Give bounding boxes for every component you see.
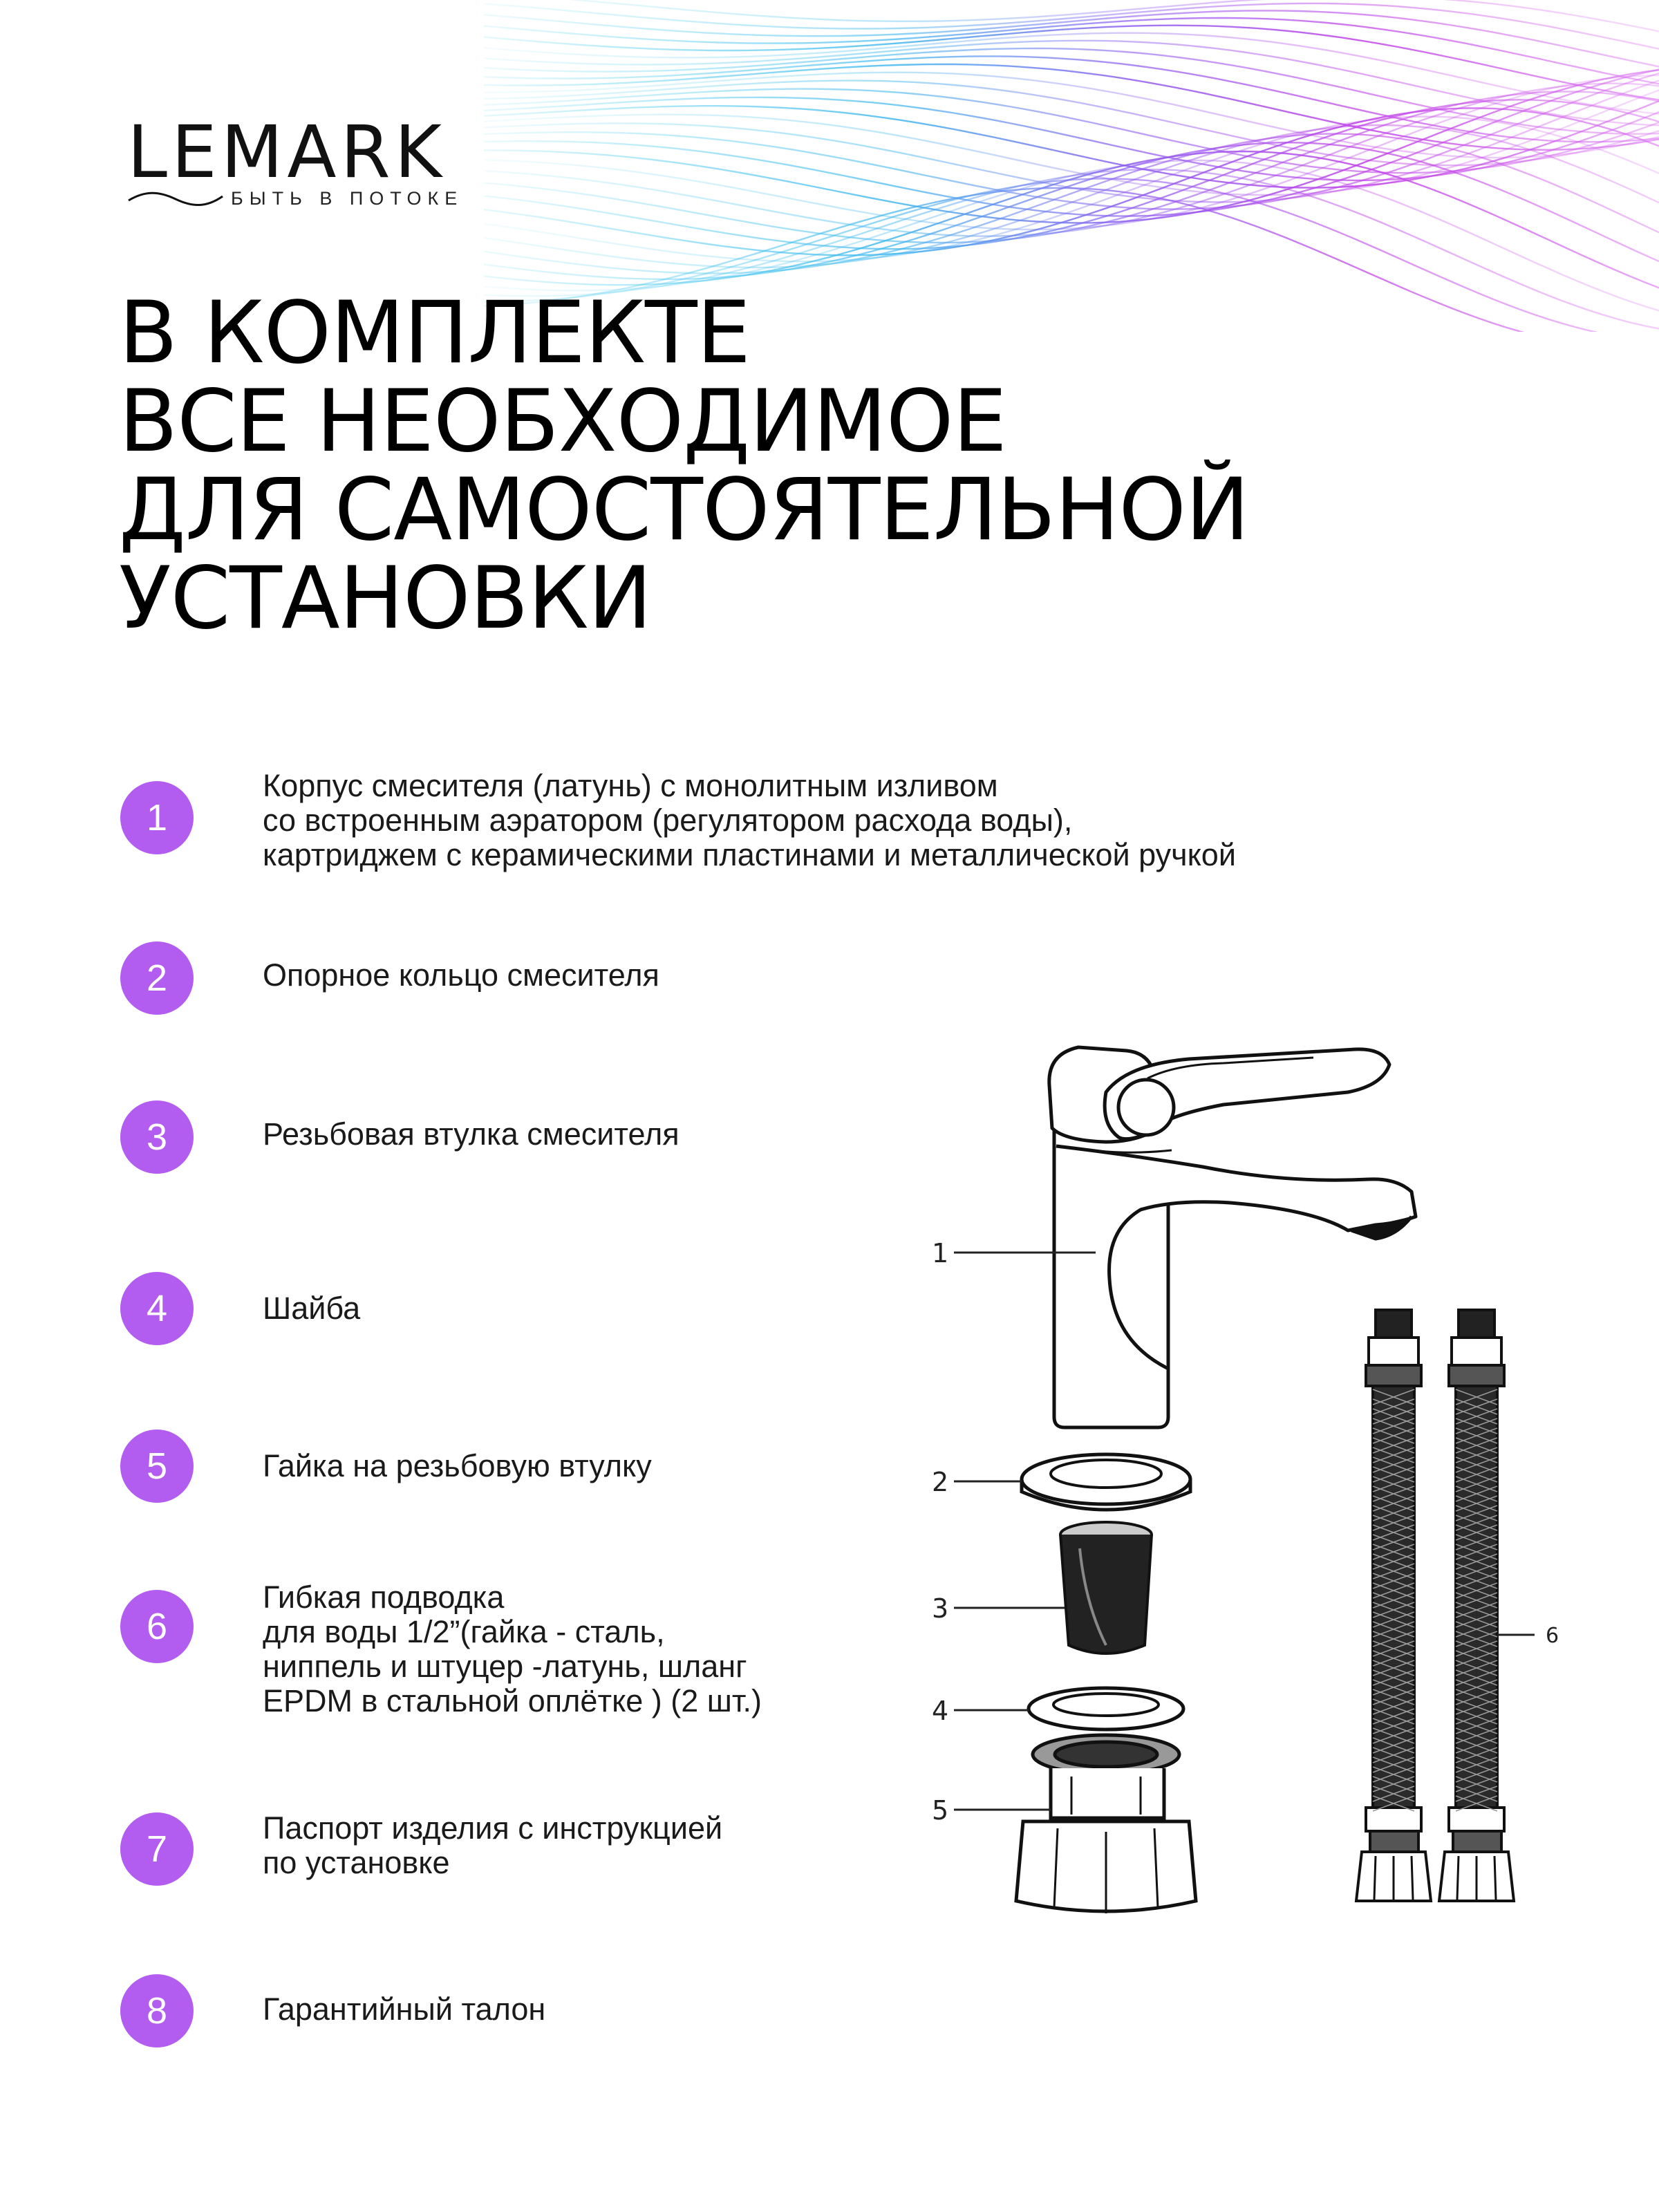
item-description: Опорное кольцо смесителя [263, 957, 659, 993]
faucet-body-drawing [1049, 1047, 1416, 1427]
flexible-hoses-drawing [1356, 1310, 1514, 1901]
logo-wordmark: LEMARK [127, 110, 446, 194]
item-number-badge: 5 [120, 1430, 194, 1503]
callout-label: 6 [1546, 1624, 1559, 1648]
title-line: ВСЕ НЕОБХОДИМОЕ [119, 372, 1006, 471]
callout-label: 5 [932, 1795, 949, 1826]
title-line: ДЛЯ САМОСТОЯТЕЛЬНОЙ [119, 460, 1249, 560]
nut-drawing [1016, 1735, 1196, 1913]
callout-label: 3 [932, 1593, 949, 1624]
item-number-badge: 3 [120, 1100, 194, 1174]
faucet-kit-diagram [899, 982, 1590, 1949]
logo-tagline: БЫТЬ В ПОТОКЕ [231, 188, 464, 209]
item-description: Резьбовая втулка смесителя [263, 1116, 679, 1152]
item-number-badge: 6 [120, 1590, 194, 1663]
item-description: Гайка на резьбовую втулку [263, 1448, 652, 1483]
item-description: Корпус смесителя (латунь) с монолитным изливом со встроенным аэратором (регулятором расхода воды), картриджем с керамическими пластинами и металлической ручкой [263, 768, 1236, 872]
item-description: Паспорт изделия с инструкцией по установке [263, 1810, 723, 1880]
title-line: УСТАНОВКИ [119, 549, 652, 648]
callout-lines [954, 1253, 1535, 1810]
item-number-badge: 4 [120, 1272, 194, 1345]
item-description: Шайба [263, 1291, 361, 1326]
title-line: В КОМПЛЕКТЕ [119, 283, 751, 383]
threaded-bushing-drawing [1060, 1522, 1152, 1653]
item-description: Гибкая подводка для воды 1/2”(гайка - сталь, ниппель и штуцер -латунь, шланг EPDM в стальной оплётке ) (2 шт.) [263, 1580, 762, 1718]
item-number-badge: 7 [120, 1812, 194, 1886]
callout-label: 1 [932, 1238, 949, 1268]
support-ring-drawing [1022, 1454, 1190, 1510]
washer-drawing [1029, 1688, 1183, 1730]
item-number-badge: 2 [120, 941, 194, 1015]
callout-label: 4 [932, 1696, 949, 1726]
item-number-badge: 1 [120, 781, 194, 854]
item-number-badge: 8 [120, 1974, 194, 2047]
item-description: Гарантийный талон [263, 1991, 546, 2027]
callout-label: 2 [932, 1467, 949, 1497]
